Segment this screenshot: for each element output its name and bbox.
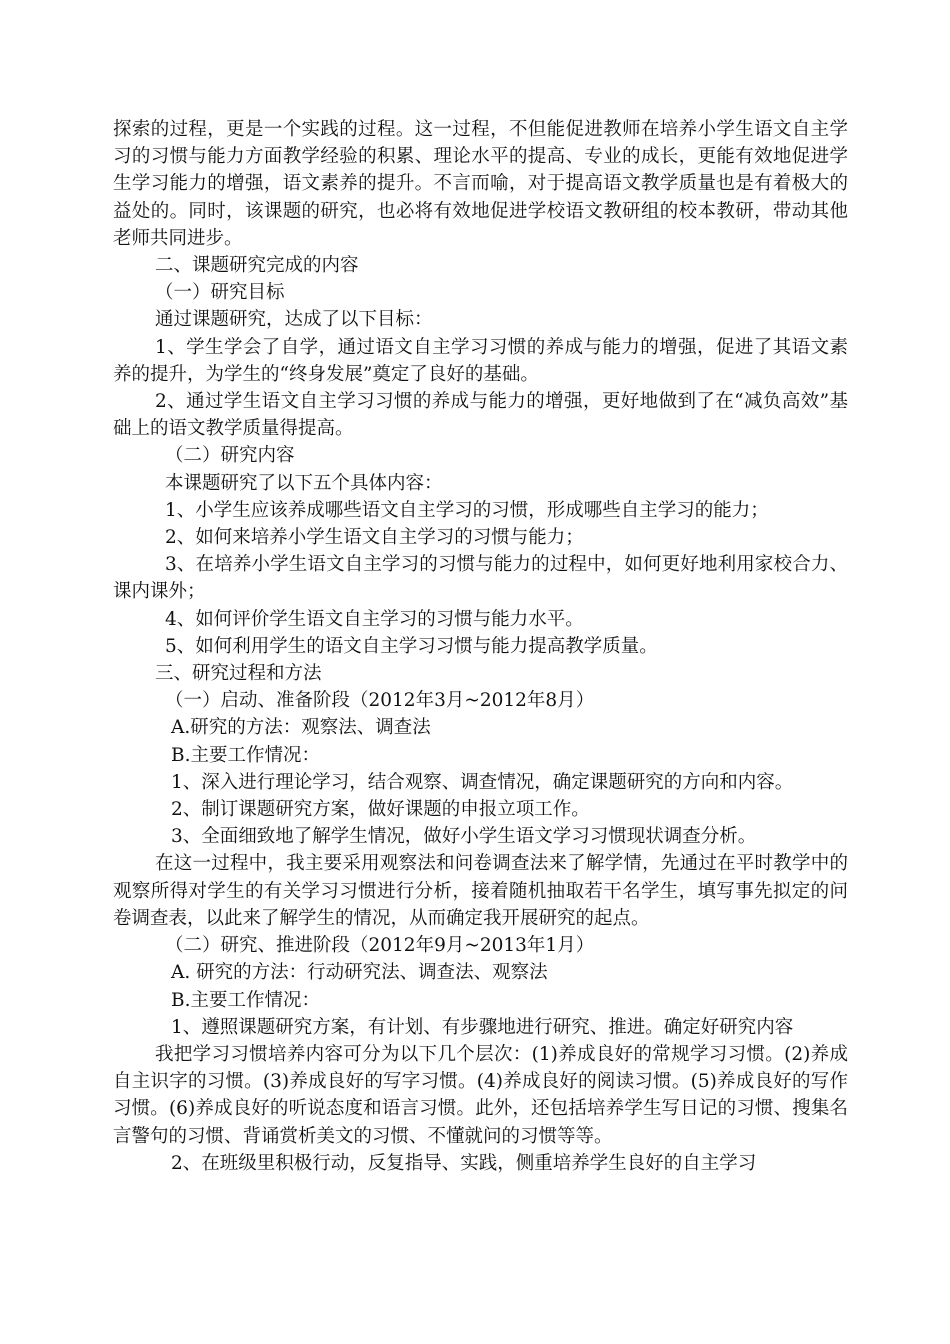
list-item-content-3: 3、在培养小学生语文自主学习的习惯与能力的过程中，如何更好地利用家校合力、课内课外； — [113, 554, 848, 603]
list-item-content-4: 4、如何评价学生语文自主学习的习惯与能力水平。 — [165, 608, 584, 630]
list-item-content-5: 5、如何利用学生的语文自主学习习惯与能力提高教学质量。 — [165, 635, 658, 657]
paragraph-intro-continuation: 探索的过程，更是一个实践的过程。这一过程，不但能促进教师在培养小学生语文自主学习的习惯与能力方面教学经验的积累、理论水平的提高、专业的成长，更能有效地促进学生学习能力的增强，语文素养的提升。不言而喻，对于提高语文教学质量也是有着极大的益处的。同时，该课题的研究，也必将有效地促进学校语文教研组的校本教研，带动其他老师共同进步。 — [113, 119, 848, 249]
list-item-goal-1: 1、学生学会了自学，通过语文自主学习习惯的养成与能力的增强，促进了其语文素养的提升，为学生的“终身发展”奠定了良好的基础。 — [113, 336, 848, 385]
paragraph-goal-intro: 通过课题研究，达成了以下目标： — [155, 309, 433, 331]
heading-section-2: 二、课题研究完成的内容 — [155, 255, 359, 277]
paragraph-content-intro: 本课题研究了以下五个具体内容： — [165, 472, 443, 494]
subheading-research-content: （二）研究内容 — [165, 445, 295, 467]
list-item-phase-1-3: 3、全面细致地了解学生情况，做好小学生语文学习习惯现状调查分析。 — [171, 826, 757, 848]
paragraph-phase-2-work: B.主要工作情况： — [171, 989, 320, 1011]
list-item-phase-1-1: 1、深入进行理论学习，结合观察、调查情况，确定课题研究的方向和内容。 — [171, 771, 794, 793]
document-page — [113, 116, 848, 1177]
list-item-phase-1-2: 2、制订课题研究方案，做好课题的申报立项工作。 — [171, 799, 590, 821]
paragraph-phase-2-method: A. 研究的方法：行动研究法、调查法、观察法 — [171, 962, 548, 984]
subheading-phase-2: （二）研究、推进阶段（2012年9月~2013年1月） — [165, 935, 595, 957]
list-item-content-2: 2、如何来培养小学生语文自主学习的习惯与能力； — [165, 527, 584, 549]
subheading-phase-1: （一）启动、准备阶段（2012年3月~2012年8月） — [165, 690, 595, 712]
subheading-research-goal: （一）研究目标 — [155, 282, 285, 304]
paragraph-phase-1-summary: 在这一过程中，我主要采用观察法和问卷调查法来了解学情，先通过在平时教学中的观察所得对学生的有关学习习惯进行分析，接着随机抽取若干名学生，填写事先拟定的问卷调查表，以此来了解学生的情况，从而确定我开展研究的起点。 — [113, 853, 848, 929]
paragraph-phase-1-method: A.研究的方法：观察法、调查法 — [171, 717, 431, 739]
list-item-phase-2-1: 1、遵照课题研究方案，有计划、有步骤地进行研究、推进。确定好研究内容 — [171, 1016, 794, 1038]
list-item-goal-2: 2、通过学生语文自主学习习惯的养成与能力的增强，更好地做到了在“减负高效”基础上的语文教学质量得提高。 — [113, 391, 848, 440]
list-item-phase-2-2: 2、在班级里积极行动，反复指导、实践，侧重培养学生良好的自主学习 — [171, 1152, 757, 1174]
paragraph-habit-levels: 我把学习习惯培养内容可分为以下几个层次：(1)养成良好的常规学习习惯。(2)养成自主识字的习惯。(3)养成良好的写字习惯。(4)养成良好的阅读习惯。(5)养成良好的写作习惯。(6)养成良好的听说态度和语言习惯。此外，还包括培养学生写日记的习惯、搜集名言警句的习惯、背诵赏析美文的习惯、不懂就问的习惯等等。 — [113, 1043, 848, 1147]
paragraph-phase-1-work: B.主要工作情况： — [171, 744, 320, 766]
heading-section-3: 三、研究过程和方法 — [155, 663, 322, 685]
list-item-content-1: 1、小学生应该养成哪些语文自主学习的习惯，形成哪些自主学习的能力； — [165, 499, 769, 521]
